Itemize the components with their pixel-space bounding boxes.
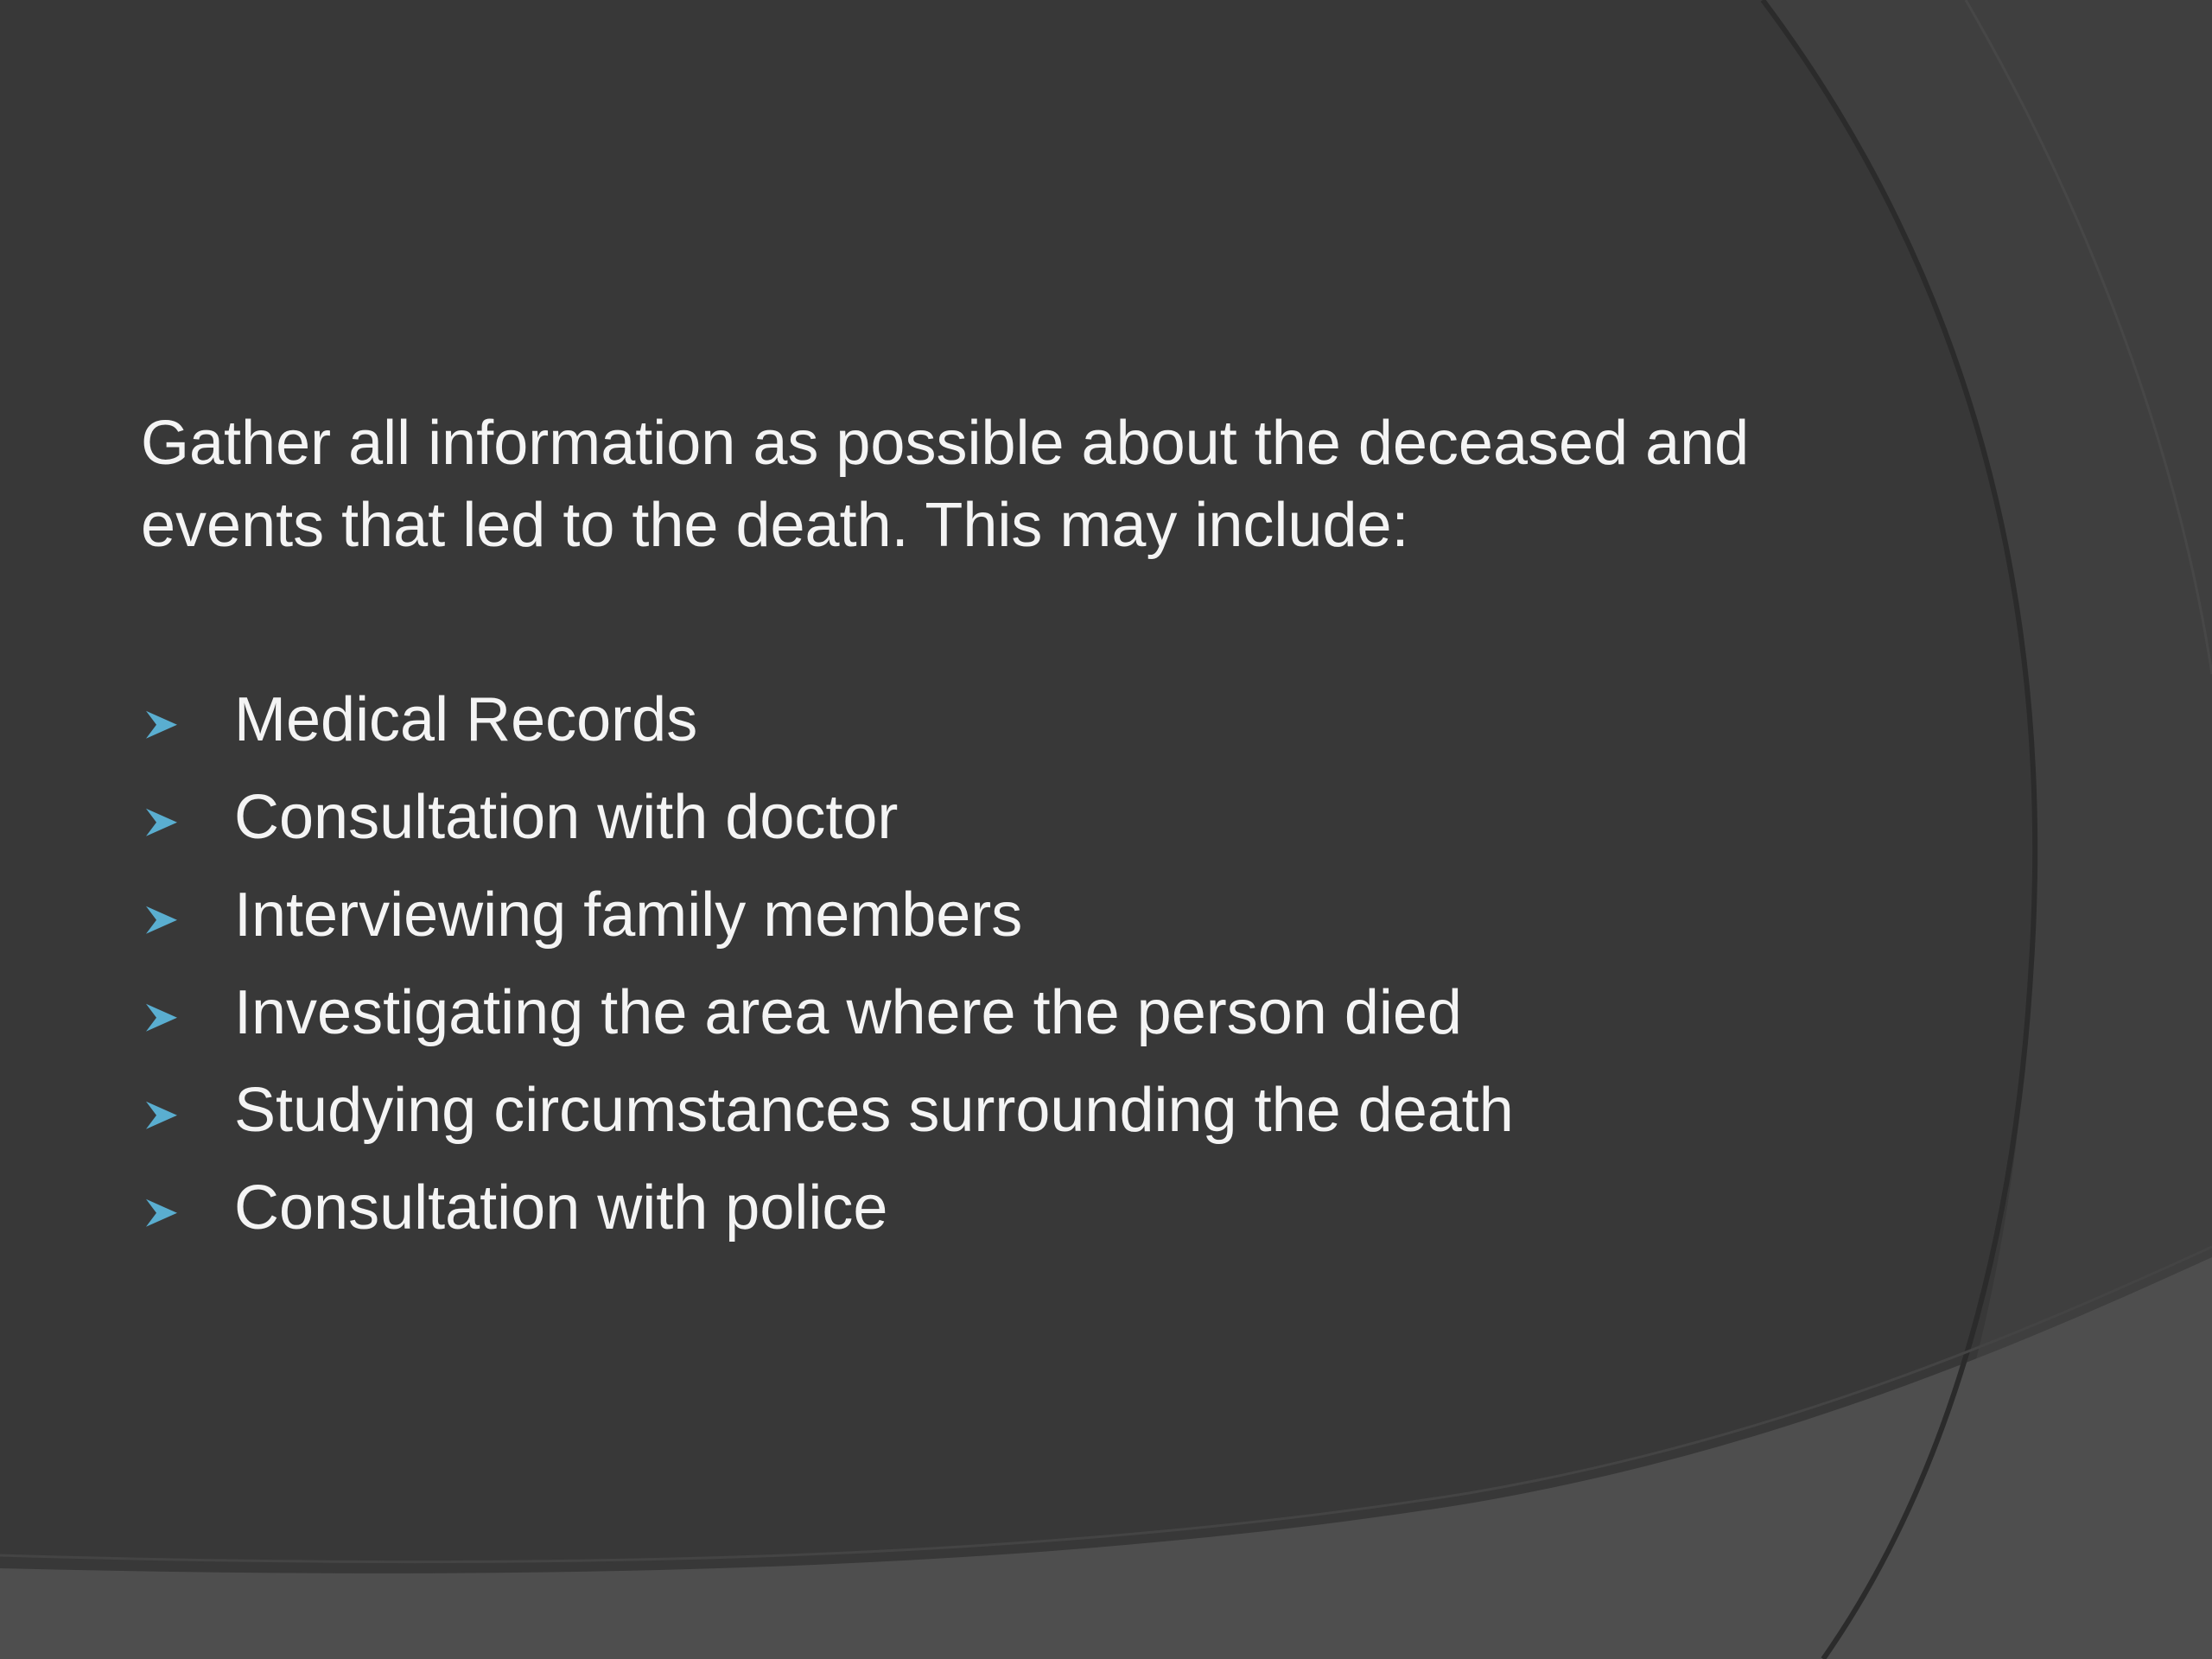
- arrowhead-bullet-icon: [144, 902, 179, 937]
- arrowhead-bullet-icon: [144, 804, 179, 839]
- list-item: [141, 867, 1999, 964]
- bullet-text: Investigating the area where the person died: [234, 978, 1462, 1047]
- list-item: [141, 769, 1999, 867]
- arrowhead-bullet-icon: [144, 1000, 179, 1034]
- list-item: [141, 964, 1999, 1062]
- arrowhead-bullet-icon: [144, 1195, 179, 1230]
- slide-content: [141, 403, 1999, 1257]
- bullet-text: Consultation with police: [234, 1173, 888, 1243]
- bullet-text: Medical Records: [234, 685, 698, 754]
- list-item: [141, 1160, 1999, 1257]
- arrowhead-bullet-icon: [144, 707, 179, 741]
- bullet-text: Interviewing family members: [234, 880, 1023, 950]
- list-item: [141, 671, 1999, 769]
- list-item: [141, 1062, 1999, 1160]
- bullet-text: Studying circumstances surrounding the death: [234, 1076, 1514, 1145]
- intro-paragraph: Gather all information as possible about the deceased and events that led to the death. This may include:: [141, 409, 1750, 560]
- bullet-list: [141, 671, 1999, 1257]
- bullet-text: Consultation with doctor: [234, 783, 899, 852]
- arrowhead-bullet-icon: [144, 1097, 179, 1132]
